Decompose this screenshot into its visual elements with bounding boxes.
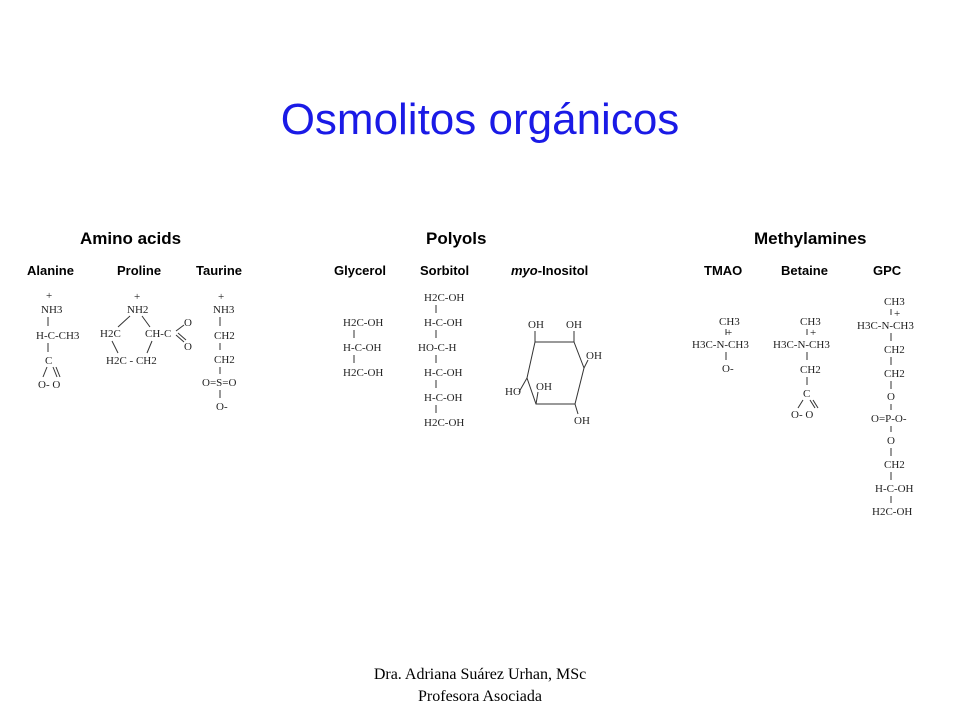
- svg-text:CH2: CH2: [884, 368, 905, 380]
- svg-text:O: O: [887, 391, 895, 403]
- group-title-polyols: Polyols: [426, 229, 487, 248]
- svg-text:H3C-N-CH3: H3C-N-CH3: [692, 339, 749, 351]
- svg-text:HO-C-H: HO-C-H: [418, 342, 457, 354]
- svg-text:H2C-OH: H2C-OH: [343, 317, 384, 329]
- svg-text:+: +: [218, 291, 225, 303]
- svg-text:H3C-N-CH3: H3C-N-CH3: [773, 339, 830, 351]
- svg-text:NH3: NH3: [213, 304, 235, 316]
- slide-title: Osmolitos orgánicos: [280, 95, 680, 144]
- tmao-structure: [692, 316, 749, 375]
- myo-prefix: myo: [511, 263, 538, 278]
- compound-name-tmao: TMAO: [704, 263, 743, 278]
- footer-position: Profesora Asociada: [418, 687, 542, 705]
- svg-text:CH2: CH2: [884, 344, 905, 356]
- myo-inositol-structure: [505, 319, 602, 427]
- svg-text:H2C - CH2: H2C - CH2: [106, 355, 157, 367]
- compound-name-gpc: GPC: [873, 263, 902, 278]
- svg-text:O-: O-: [216, 401, 228, 413]
- svg-text:HO: HO: [505, 386, 521, 398]
- svg-text:H2C: H2C: [100, 328, 121, 340]
- svg-text:H-C-OH: H-C-OH: [343, 342, 382, 354]
- svg-text:C: C: [803, 388, 811, 400]
- svg-text:O=P-O-: O=P-O-: [871, 413, 907, 425]
- svg-text:H2C-OH: H2C-OH: [424, 417, 465, 429]
- svg-text:CH2: CH2: [214, 330, 235, 342]
- group-title-amino-acids: Amino acids: [80, 229, 182, 248]
- svg-text:NH2: NH2: [127, 304, 149, 316]
- inositol-suffix: -Inositol: [537, 263, 589, 278]
- glycerol-structure: [343, 317, 383, 379]
- compound-name-proline: Proline: [117, 263, 162, 278]
- svg-text:CH2: CH2: [214, 354, 235, 366]
- gpc-structure: [857, 296, 914, 518]
- sorbitol-structure: [418, 292, 464, 429]
- svg-text:+: +: [134, 291, 141, 303]
- svg-text:CH2: CH2: [884, 459, 905, 471]
- svg-text:H2C-OH: H2C-OH: [872, 506, 913, 518]
- svg-text:NH3: NH3: [41, 304, 63, 316]
- svg-text:OH: OH: [574, 415, 590, 427]
- svg-text:OH: OH: [536, 381, 552, 393]
- svg-text:H-C-OH: H-C-OH: [424, 317, 463, 329]
- alanine-structure: [36, 290, 80, 391]
- svg-text:CH3: CH3: [884, 296, 905, 308]
- svg-text:O: O: [184, 317, 192, 329]
- compound-name-taurine: Taurine: [196, 263, 242, 278]
- proline-structure: [100, 291, 192, 367]
- compound-name-betaine: Betaine: [781, 263, 828, 278]
- betaine-structure: [773, 316, 830, 421]
- svg-text:O- O: O- O: [791, 409, 814, 421]
- footer: [0, 664, 960, 707]
- svg-text:O: O: [184, 341, 192, 353]
- group-title-methylamines: Methylamines: [754, 229, 867, 248]
- svg-text:H-C-OH: H-C-OH: [424, 392, 463, 404]
- svg-text:H2C-OH: H2C-OH: [343, 367, 384, 379]
- svg-text:OH: OH: [566, 319, 582, 331]
- svg-text:O=S=O: O=S=O: [202, 377, 237, 389]
- svg-text:+: +: [46, 290, 53, 302]
- svg-text:O: O: [887, 435, 895, 447]
- footer-author: Dra. Adriana Suárez Urhan, MSc: [373, 666, 587, 683]
- svg-text:CH3: CH3: [800, 316, 821, 328]
- svg-text:O- O: O- O: [38, 379, 61, 391]
- compound-name-glycerol: Glycerol: [334, 263, 387, 278]
- svg-text:+: +: [810, 327, 817, 339]
- compound-name-sorbitol: Sorbitol: [420, 263, 470, 278]
- svg-text:C: C: [45, 355, 53, 367]
- svg-text:+: +: [894, 308, 901, 320]
- svg-text:O-: O-: [722, 363, 734, 375]
- svg-text:+: +: [726, 327, 733, 339]
- svg-text:CH3: CH3: [719, 316, 740, 328]
- svg-text:H-C-CH3: H-C-CH3: [36, 330, 80, 342]
- svg-text:OH: OH: [528, 319, 544, 331]
- compound-name-alanine: Alanine: [27, 263, 74, 278]
- svg-text:H-C-OH: H-C-OH: [875, 483, 914, 495]
- svg-text:H-C-OH: H-C-OH: [424, 367, 463, 379]
- svg-text:H3C-N-CH3: H3C-N-CH3: [857, 320, 914, 332]
- taurine-structure: [202, 291, 236, 413]
- svg-text:CH-C: CH-C: [145, 328, 172, 340]
- svg-text:H2C-OH: H2C-OH: [424, 292, 465, 304]
- svg-text:OH: OH: [586, 350, 602, 362]
- svg-text:CH2: CH2: [800, 364, 821, 376]
